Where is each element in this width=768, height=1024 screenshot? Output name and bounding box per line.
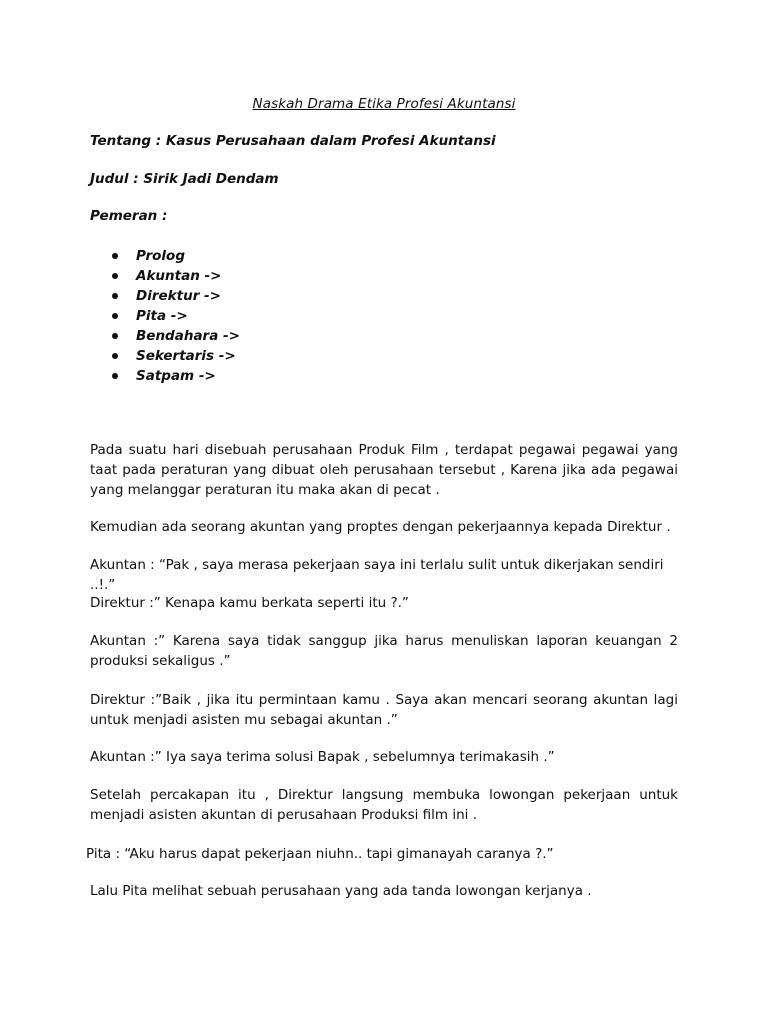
cast-item-label: Direktur -> (136, 288, 221, 304)
cast-list (108, 246, 240, 386)
cast-item (108, 286, 240, 306)
dialogue-line: Akuntan : “Pak , saya merasa pekerjaan saya ini terlalu sulit untuk dikerjakan sendiri ..!.” (90, 557, 664, 593)
cast-item-label: Sekertaris -> (136, 348, 236, 364)
cast-item (108, 246, 240, 266)
bullet-icon (112, 253, 118, 259)
bullet-icon (112, 353, 118, 359)
dialogue-line: Direktur :” Kenapa kamu berkata seperti itu ?.” (90, 595, 409, 611)
dialogue-line: Pita : “Aku harus dapat pekerjaan niuhn.. tapi gimanayah caranya ?.” (86, 846, 554, 862)
cast-item (108, 346, 240, 366)
cast-item (108, 326, 240, 346)
paragraph: Kemudian ada seorang akuntan yang proptes dengan pekerjaannya kepada Direktur . (90, 519, 671, 535)
bullet-icon (112, 273, 118, 279)
cast-item-label: Bendahara -> (136, 328, 240, 344)
bullet-icon (112, 293, 118, 299)
paragraph: Lalu Pita melihat sebuah perusahaan yang ada tanda lowongan kerjanya . (90, 883, 592, 899)
dialogue-line: Akuntan :” Iya saya terima solusi Bapak , sebelumnya terimakasih .” (90, 749, 555, 765)
document-title: Naskah Drama Etika Profesi Akuntansi (252, 96, 516, 112)
cast-item-label: Pita -> (136, 308, 188, 324)
dialogue-line: Direktur :”Baik , jika itu permintaan kamu . Saya akan mencari seorang akuntan lagi untuk menjadi asisten mu sebagai akuntan .” (90, 692, 678, 728)
judul-line: Judul : Sirik Jadi Dendam (90, 171, 279, 187)
cast-item (108, 366, 240, 386)
bullet-icon (112, 313, 118, 319)
cast-item (108, 266, 240, 286)
dialogue-line: Akuntan :” Karena saya tidak sanggup jika harus menuliskan laporan keuangan 2 produksi sekaligus .” (90, 633, 678, 669)
pemeran-label: Pemeran : (90, 208, 168, 224)
cast-item (108, 306, 240, 326)
bullet-icon (112, 373, 118, 379)
cast-item-label: Prolog (136, 248, 185, 264)
topic-line: Tentang : Kasus Perusahaan dalam Profesi Akuntansi (90, 133, 496, 149)
paragraph: Setelah percakapan itu , Direktur langsung membuka lowongan pekerjaan untuk menjadi asisten akuntan di perusahaan Produksi film ini . (90, 787, 678, 823)
bullet-icon (112, 333, 118, 339)
cast-item-label: Satpam -> (136, 368, 216, 384)
paragraph-intro: Pada suatu hari disebuah perusahaan Produk Film , terdapat pegawai pegawai yang taat pada peraturan yang dibuat oleh perusahaan tersebut , Karena jika ada pegawai yang melanggar peraturan itu maka akan di pecat . (90, 442, 678, 498)
cast-item-label: Akuntan -> (136, 268, 222, 284)
